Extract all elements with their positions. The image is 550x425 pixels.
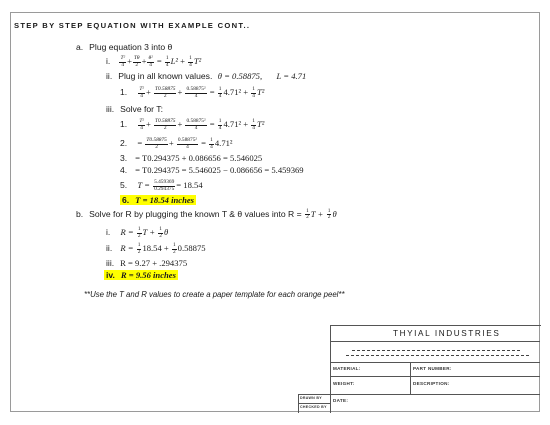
step-a-ii	[106, 71, 306, 81]
small-cell-divider	[298, 403, 330, 404]
date-label: DATE:	[333, 398, 349, 403]
equation-b-iii: iii. R = 9.27 + .294375	[106, 258, 188, 268]
equation-a-i: i. $\frac{\text{T²}}{4}$ + $\frac{T\theta}{2}$ + $\frac{\text{θ²}}{4}$ = $\frac{1}{4}$ L² + $\frac{1}{4}$ T²	[106, 54, 202, 68]
instruction-note: **Use the T and R values to create a paper template for each orange peel**	[84, 290, 345, 299]
equation-a-iii-6	[120, 195, 196, 205]
drawn-by-label: DRAWN BY	[300, 396, 322, 400]
material-label: MATERIAL:	[333, 366, 361, 371]
equation-b-iv	[104, 270, 178, 280]
part-a-marker: a.	[76, 42, 84, 52]
company-name: THYIAL INDUSTRIES	[393, 329, 501, 338]
description-label: DESCRIPTION:	[413, 381, 450, 386]
weight-label: WEIGHT:	[333, 381, 355, 386]
fine-print-line	[346, 355, 531, 356]
equation-b-i: i. R = $\frac{1}{2}$ T + $\frac{1}{2}$ θ	[106, 225, 169, 239]
equation-a-iii-5: 5. T = $\frac{5.459369}{0.294375}$ = 18.54	[120, 178, 203, 192]
equation-a-iii-4: 4. = T0.294375 = 5.546025 − 0.086656 = 5.459369	[120, 165, 304, 175]
checked-by-label: CHECKED BY	[300, 405, 327, 409]
part-b-marker: b.	[76, 209, 84, 219]
marker-a-iii: iii.	[106, 104, 115, 114]
theta-value: θ = 0.58875,	[217, 71, 263, 81]
step-a-iii-text: Solve for T:	[120, 104, 163, 114]
equation-a-ii-1: 1. $\frac{\text{T²}}{4}$ + $\frac{T0.58875}{2}$ + $\frac{\text{0.58875²}}{4}$ = $\frac{1}{4}$ 4.71² + $\frac{1}{4}$ T²	[120, 85, 265, 99]
step-a-ii-text: Plug in all known values.	[118, 71, 213, 81]
equation-a-iii-1: 1. $\frac{\text{T²}}{4}$ + $\frac{T0.58875}{2}$ + $\frac{\text{0.58875²}}{4}$ = $\frac{1}{4}$ 4.71² + $\frac{1}{4}$ T²	[120, 117, 265, 131]
title-block-divider	[330, 362, 540, 363]
fraction: $\frac{\text{T²}}{4}$	[120, 54, 126, 68]
title-block-divider	[330, 376, 540, 377]
title-block-vertical	[410, 362, 411, 394]
page-title: STEP BY STEP EQUATION WITH EXAMPLE CONT..	[14, 21, 251, 30]
part-b-heading: b. Solve for R by plugging the known T & θ values into R = $\frac{1}{2}$ T + $\frac{1}{2}$ θ	[76, 207, 337, 221]
part-a-heading	[76, 42, 172, 52]
equation-b-ii: ii. R = $\frac{1}{2}$ 18.54 + $\frac{1}{2}$ 0.58875	[106, 241, 206, 255]
marker-a-ii: ii.	[106, 71, 113, 81]
fine-print-line	[352, 350, 522, 351]
step-a-iii	[106, 104, 163, 114]
equation-a-iii-3: 3. = T0.294375 + 0.086656 = 5.546025	[120, 153, 263, 163]
fraction: $\frac{T\theta}{2}$	[133, 54, 140, 68]
title-block-divider	[330, 341, 540, 342]
part-a-text: Plug equation 3 into θ	[89, 42, 173, 52]
part-b-text: Solve for R by plugging the known T & θ values into R =	[89, 209, 302, 219]
fraction: $\frac{1}{4}$	[189, 54, 192, 68]
fraction: $\frac{1}{4}$	[165, 54, 169, 68]
marker-a-i: i.	[106, 56, 111, 66]
L-value: L = 4.71	[276, 71, 307, 81]
fraction: $\frac{\text{θ²}}{4}$	[148, 54, 153, 68]
part-number-label: PART NUMBER:	[413, 366, 452, 371]
t-result-highlight: 6. T = 18.54 inches	[122, 195, 195, 205]
r-result-highlight: iv. R = 9.56 inches	[106, 270, 176, 280]
title-block-divider	[330, 394, 540, 395]
equation-a-iii-2: 2. = $\frac{T0.58875}{2}$ + $\frac{\text{0.58875²}}{4}$ = $\frac{1}{4}$ 4.71²	[120, 136, 233, 150]
